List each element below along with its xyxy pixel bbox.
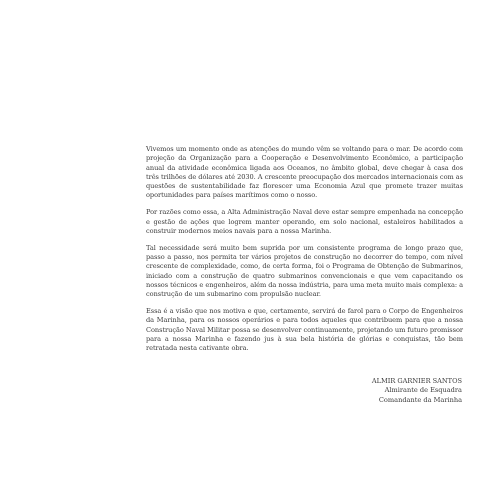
signature-block xyxy=(372,377,462,405)
signatory-position: Comandante da Marinha xyxy=(378,395,462,404)
paragraph: Essa é a visão que nos motiva e que, certamente, servirá de farol para o Corpo de Engenheiros da Marinha, para os nossos operários e para todos aqueles que contribuem para que a nossa Construção Naval Militar possa se desenvolver continuamente, projetando um futuro promissor para a nossa Marinha e fazendo jus à sua bela história de glórias e conquistas, tão bem retratada nesta cativante obra. xyxy=(146,306,463,353)
paragraph: Por razões como essa, a Alta Administração Naval deve estar sempre empenhada na concepção e gestão de ações que logrem manter operando, em solo nacional, estaleiros habilitados a construir modernos meios navais para a nossa Marinha. xyxy=(146,208,463,235)
body-text xyxy=(146,145,463,361)
signatory-name: ALMIR GARNIER SANTOS xyxy=(371,377,462,385)
signatory-rank: Almirante de Esquadra xyxy=(384,386,462,395)
paragraph: Vivemos um momento onde as atenções do mundo vêm se voltando para o mar. De acordo com projeção da Organização para a Cooperação e Desenvolvimento Econômico, a participação anual da atividade econômica ligada aos Oceanos, no âmbito global, deve chegar à casa dos três trilhões de dólares até 2030. A crescente preocupação dos mercados internacionais com as questões de sustentabilidade faz florescer uma Economia Azul que promete trazer muitas oportunidades para países marítimos como o nosso. xyxy=(146,145,463,200)
paragraph: Tal necessidade será muito bem suprida por um consistente programa de longo prazo que, passo a passo, nos permita ter vários projetos de construção no decorrer do tempo, com nível crescente de complexidade, como, de certa forma, foi o Programa de Obtenção de Submarinos, iniciado com a construção de quatro submarinos convencionais e que vem capacitando os nossos técnicos e engenheiros, além da nossa indústria, para uma meta muito mais complexa: a construção de um submarino com propulsão nuclear. xyxy=(146,243,463,299)
